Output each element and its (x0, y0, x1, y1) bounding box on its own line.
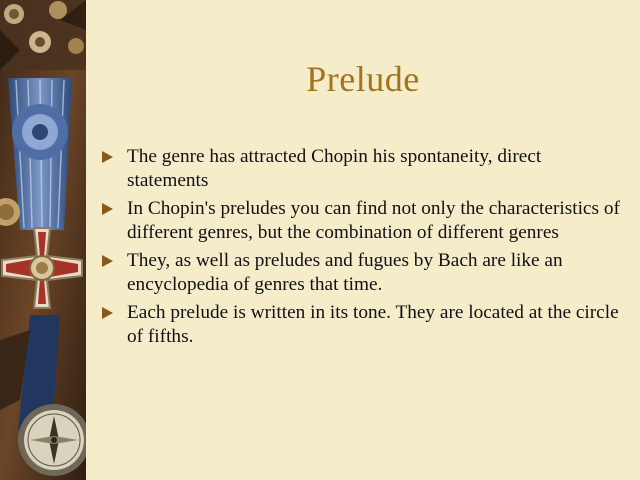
bullet-item (102, 197, 622, 245)
bullet-text: They, as well as preludes and fugues by Bach are like an encyclopedia of genres that time. (127, 250, 563, 295)
bullet-item (102, 249, 622, 297)
medal-collage-illustration (0, 0, 86, 480)
triangle-bullet-icon (102, 151, 113, 163)
bullet-text: In Chopin's preludes you can find not only the characteristics of different genres, but the combination of different genres (127, 198, 620, 243)
decorative-sidebar-image (0, 0, 86, 480)
bullet-item (102, 145, 622, 193)
triangle-bullet-icon (102, 307, 113, 319)
bullet-text: Each prelude is written in its tone. They are located at the circle of fifths. (127, 302, 619, 347)
triangle-bullet-icon (102, 203, 113, 215)
bullet-list (102, 145, 622, 353)
bullet-text: The genre has attracted Chopin his spontaneity, direct statements (127, 146, 542, 191)
bullet-item (102, 301, 622, 349)
slide-title: Prelude (306, 59, 420, 99)
triangle-bullet-icon (102, 255, 113, 267)
